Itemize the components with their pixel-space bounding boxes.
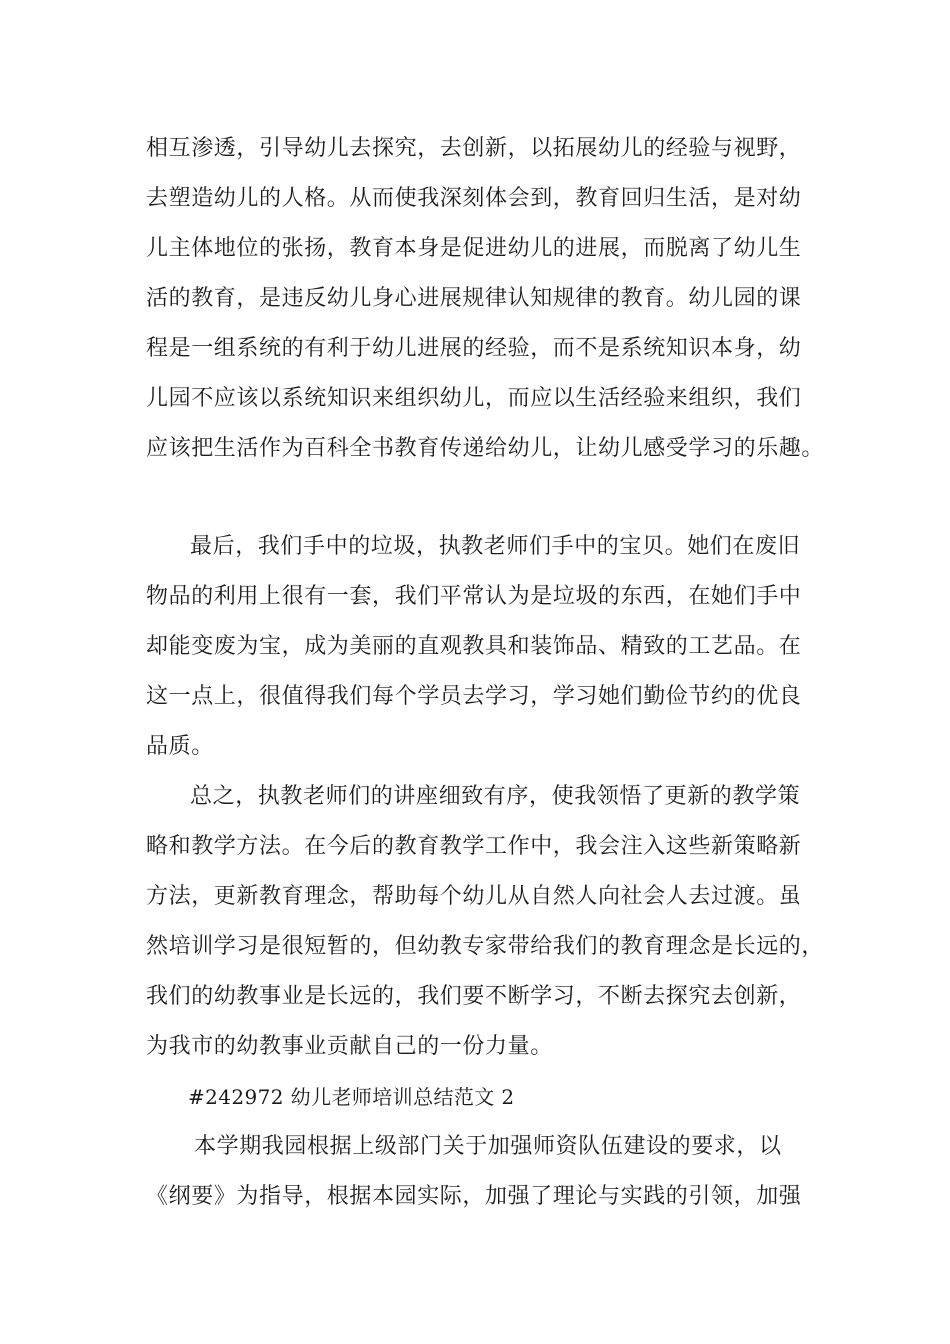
text-line: 程是一组系统的有利于幼儿进展的经验，而不是系统知识本身，幼 <box>146 336 802 361</box>
text-line: 去塑造幼儿的人格。从而使我深刻体会到，教育回归生活，是对幼 <box>146 186 802 211</box>
text-line: 方法，更新教育理念，帮助每个幼儿从自然人向社会人去过渡。虽 <box>146 884 802 909</box>
text-line: 这一点上，很值得我们每个学员去学习，学习她们勤俭节约的优良 <box>146 684 802 709</box>
text-line: 我们的幼教事业是长远的，我们要不断学习，不断去探究去创新， <box>146 984 802 1009</box>
text-line: 活的教育，是违反幼儿身心进展规律认知规律的教育。幼儿园的课 <box>146 286 802 311</box>
text-line: 本学期我园根据上级部门关于加强师资队伍建设的要求，以 <box>194 1134 782 1159</box>
text-line: 相互渗透，引导幼儿去探究，去创新，以拓展幼儿的经验与视野， <box>146 136 802 161</box>
text-line: 儿主体地位的张扬，教育本身是促进幼儿的进展，而脱离了幼儿生 <box>146 236 802 261</box>
text-line: 然培训学习是很短暂的，但幼教专家带给我们的教育理念是长远的， <box>146 934 825 959</box>
text-line: 总之，执教老师们的讲座细致有序，使我领悟了更新的教学策 <box>190 784 801 809</box>
text-line: 儿园不应该以系统知识来组织幼儿，而应以生活经验来组织，我们 <box>146 386 802 411</box>
text-line: 应该把生活作为百科全书教育传递给幼儿，让幼儿感受学习的乐趣。 <box>146 436 825 461</box>
text-line: 为我市的幼教事业贡献自己的一份力量。 <box>146 1034 553 1059</box>
section-heading: #242972 幼儿老师培训总结范文 2 <box>188 1085 515 1109</box>
text-line: 物品的利用上很有一套，我们平常认为是垃圾的东西，在她们手中 <box>146 584 802 609</box>
text-line: 最后，我们手中的垃圾，执教老师们手中的宝贝。她们在废旧 <box>190 534 801 559</box>
text-line: 《纲要》为指导，根据本园实际，加强了理论与实践的引领，加强 <box>146 1184 802 1209</box>
text-line: 品质。 <box>146 734 214 759</box>
text-line: 却能变废为宝，成为美丽的直观教具和装饰品、精致的工艺品。在 <box>146 634 802 659</box>
text-line: 略和教学方法。在今后的教育教学工作中，我会注入这些新策略新 <box>146 834 802 859</box>
